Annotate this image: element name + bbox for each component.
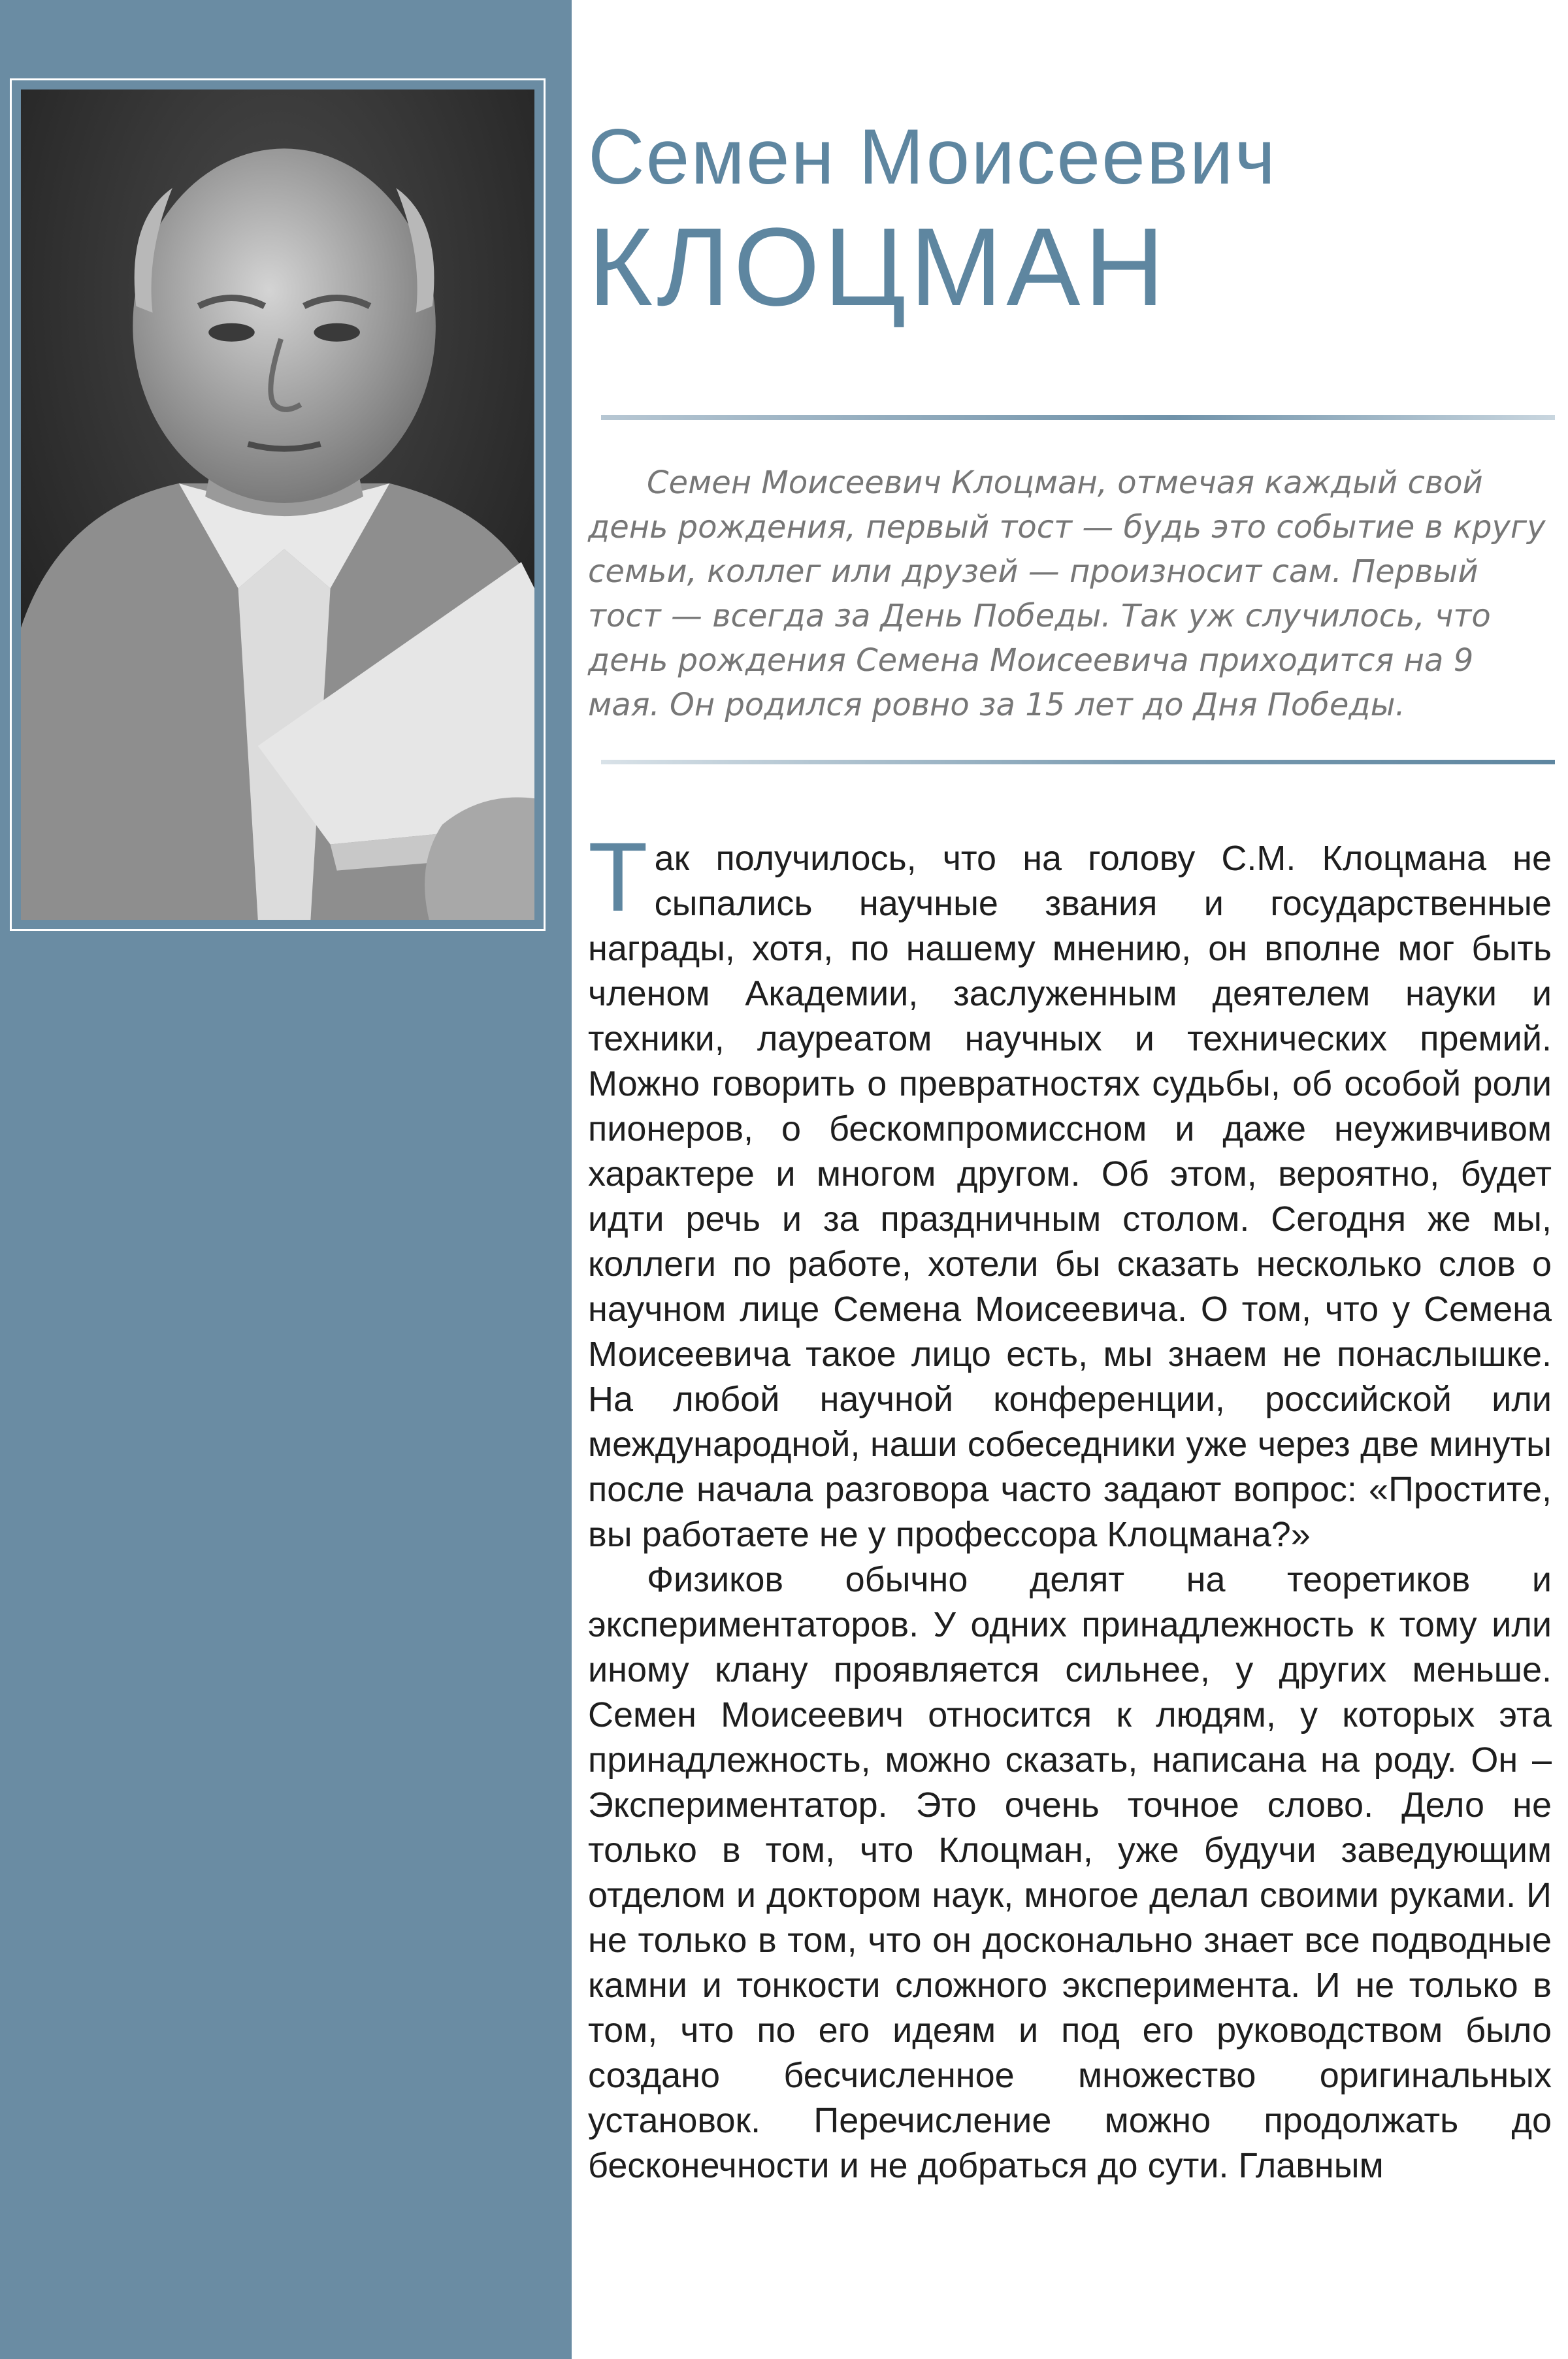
body-paragraph-text: ак получилось, что на голову С.М. Клоцмана не сыпались научные звания и государственные награды, хотя, по нашему мнению, он вполне мог быть членом Академии, заслуженным деятелем науки и техники, лауреатом научных и технических премий. Можно говорить о превратностях судьбы, об особой роли пионеров, о бескомпромиссном и даже неуживчивом характере и многом другом. Об этом, вероятно, будет идти речь и за праздничным столом. Сегодня же мы, коллеги по работе, хотели бы сказать несколько слов о научном лице Семена Моисеевича. О том, что у Семена Моисеевича такое лицо есть, мы знаем не понаслышке. На любой научной конференции, российской или международной, наши собеседники уже через две минуты после начала разговора часто задают вопрос: «Простите, вы работаете не у профессора Клоцмана?» — [588, 839, 1552, 1554]
intro-paragraph: Семен Моисеевич Клоцман, отмечая каждый свой день рождения, первый тост — будь это событие в кругу семьи, коллег или друзей — произносит сам. Первый тост — всегда за День Победы. Так уж случилось, что день рождения Семена Моисеевича приходится на 9 мая. Он родился ровно за 15 лет до Дня Победы. — [588, 464, 1546, 723]
divider-bottom — [601, 760, 1555, 764]
portrait-photo — [21, 89, 534, 920]
divider-top — [601, 415, 1555, 420]
article-header — [588, 111, 1542, 329]
person-last-name: КЛОЦМАН — [588, 205, 1169, 329]
article-body — [588, 822, 1552, 2188]
person-first-name: Семен Моисеевич — [588, 113, 1277, 201]
intro-lead — [588, 461, 1548, 727]
body-paragraph: Физиков обычно делят на теоретиков и экспериментаторов. У одних принадлежность к тому или иному клану проявляется сильнее, у других меньше. Семен Моисеевич относится к людям, у которых эта принадлежность, можно сказать, написана на роду. Он – Экспериментатор. Это очень точное слово. Дело не только в том, что Клоцман, уже будучи заведующим отделом и доктором наук, многое делал своими руками. И не только в том, что он досконально знает все подводные камни и тонкости сложного эксперимента. И не только в том, что по его идеям и под его руководством было создано бесчисленное множество оригинальных установок. Перечисление можно продолжать до бесконечности и не добраться до сути. Главным — [588, 1560, 1552, 2185]
drop-cap: Т — [588, 822, 648, 932]
body-paragraph — [588, 822, 1552, 1557]
portrait-frame — [10, 78, 546, 931]
